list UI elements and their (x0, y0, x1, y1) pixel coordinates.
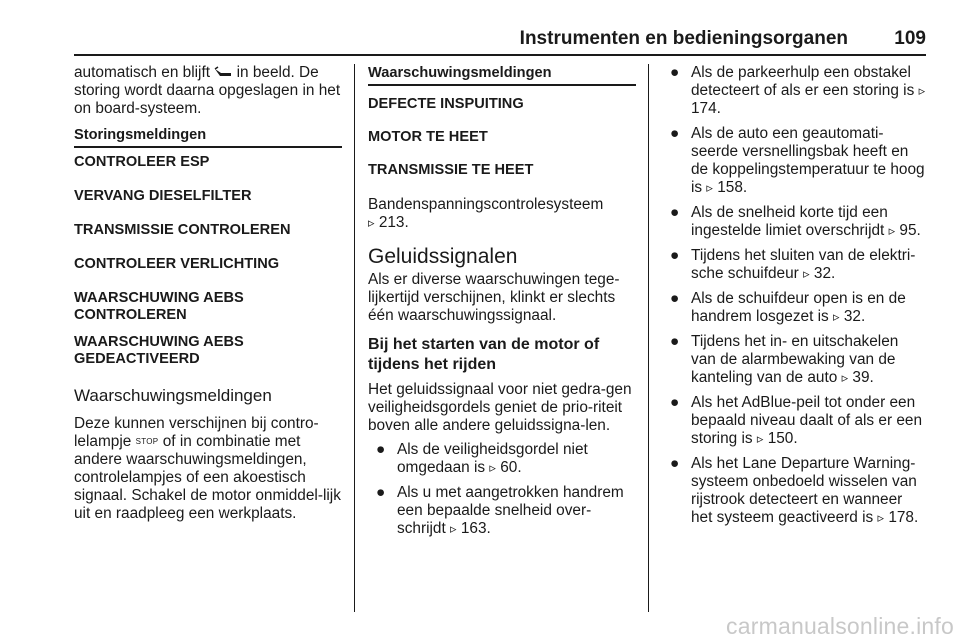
storing-item: TRANSMISSIE CONTROLEREN (74, 222, 291, 238)
waarschuwingsmeldingen-section-heading: Waarschuwingsmeldingen (368, 64, 636, 86)
geluidssignalen-heading: Geluidssignalen (368, 245, 518, 268)
bullet-icon: ● (670, 125, 680, 142)
list-item: ● Als de schuifdeur open is en de handrem losgezet is ▹ 32. (670, 290, 906, 325)
bandenspanning-ref: Bandenspanningscontrolesysteem ▹ 213. (368, 196, 604, 231)
geluidssignalen-text: Als er diverse waarschuwingen tege-lijkertijd verschijnen, klinkt er slechts één waarschuwingssignaal. (368, 271, 620, 324)
page-ref-arrow-icon: ▹ (489, 460, 496, 475)
page-header (74, 26, 926, 50)
warning-item: DEFECTE INSPUITING (368, 96, 524, 112)
bullet-icon: ● (670, 204, 680, 221)
page-ref-arrow-icon: ▹ (706, 180, 713, 195)
waarschuwingsmeldingen-heading: Waarschuwingsmeldingen (74, 386, 272, 405)
column-divider (354, 64, 355, 612)
start-text: Het geluidssignaal voor niet gedra-gen veiligheidsgordels geniet de prio-riteit boven alle andere geluidssigna-len. (368, 381, 632, 434)
intro-text-b: in beeld. De storing wordt daarna opgeslagen in het on board-systeem. (74, 64, 341, 117)
page-ref-arrow-icon: ▹ (756, 431, 764, 446)
bullet-icon: ● (670, 394, 680, 411)
warning-item: MOTOR TE HEET (368, 129, 488, 145)
storing-item: VERVANG DIESELFILTER (74, 188, 252, 204)
list-item: ● Als u met aangetrokken handrem een bepaalde snelheid over-schrijdt ▹ 163. (376, 484, 624, 537)
start-heading: Bij het starten van de motor of tijdens het rijden (368, 336, 600, 373)
storing-list (74, 154, 342, 368)
bullet-list (663, 64, 927, 527)
intro-text-a: automatisch en blijft (74, 64, 211, 81)
page-ref-arrow-icon: ▹ (841, 370, 849, 385)
bullet-icon: ● (670, 455, 680, 472)
bullet-icon: ● (670, 64, 680, 81)
storing-item: CONTROLEER VERLICHTING (74, 256, 280, 272)
bullet-icon: ● (670, 333, 680, 350)
header-rule (74, 54, 926, 56)
list-item: ● Als de snelheid korte tijd een ingestelde limiet overschrijdt ▹ 95. (670, 204, 921, 239)
page-ref-arrow-icon: ▹ (888, 223, 896, 238)
list-item: ● Als de veiligheidsgordel niet omgedaan is ▹ 60. (376, 441, 588, 476)
list-item: ● Als het Lane Departure Warning-systeem onbedoeld wisselen van rijstrook detecteert en wanneer het systeem geactiveerd is ▹ 178. (670, 455, 919, 526)
warning-item: TRANSMISSIE TE HEET (368, 162, 534, 178)
watermark: carmanualsonline.info (726, 613, 954, 639)
list-item: ● Als de auto een geautomati-seerde versnellingsbak heeft en de koppelingstemperatuur te hoog is ▹ 158. (670, 125, 925, 196)
column-divider (648, 64, 649, 612)
list-item: ● Als het AdBlue-peil tot onder een bepaald niveau daalt of als er een storing is ▹ 150. (670, 394, 923, 447)
bullet-icon: ● (376, 441, 386, 458)
bullet-icon: ● (670, 290, 680, 307)
waarschuwingsmeldingen-text: Deze kunnen verschijnen bij contro-lelampje STOP of in combinatie met andere waarschuwingsmeldingen, controlelampjes of een akoestisch signaal. Schakel de motor onmiddel-lijk uit en raadpleeg een werkplaats. (74, 415, 341, 522)
list-item: ● Tijdens het sluiten van de elektri-sche schuifdeur ▹ 32. (670, 247, 916, 282)
page-ref-arrow-icon: ▹ (877, 510, 885, 525)
column-1 (74, 64, 342, 523)
list-item: ● Als de parkeerhulp een obstakel detecteert of als er een storing is ▹ 174. (670, 64, 926, 117)
storingsmeldingen-heading: Storingsmeldingen (74, 126, 342, 148)
page-ref-arrow-icon: ▹ (803, 266, 810, 281)
page-ref-arrow-icon: ▹ (368, 215, 375, 230)
bullet-icon: ● (670, 247, 680, 264)
page-ref-arrow-icon: ▹ (918, 83, 926, 98)
storing-item: WAARSCHUWING AEBS GEDEACTIVEERD (74, 334, 244, 367)
bullet-icon: ● (376, 484, 386, 501)
intro-paragraph (74, 64, 342, 118)
stop-icon: STOP (135, 437, 159, 446)
storing-item: CONTROLEER ESP (74, 154, 210, 170)
list-item: ● Tijdens het in- en uitschakelen van de alarmbewaking van de kanteling van de auto ▹ 39. (670, 333, 899, 386)
page-ref-arrow-icon: ▹ (833, 309, 840, 324)
column-3 (663, 64, 927, 527)
page-title: Instrumenten en bedieningsorganen (519, 28, 848, 49)
tail-light-icon (214, 64, 236, 81)
storing-item: WAARSCHUWING AEBS CONTROLEREN (74, 290, 244, 323)
bullet-list (368, 441, 636, 538)
page-number: 109 (894, 28, 926, 49)
page-ref-arrow-icon: ▹ (450, 521, 457, 536)
column-2 (368, 64, 636, 538)
